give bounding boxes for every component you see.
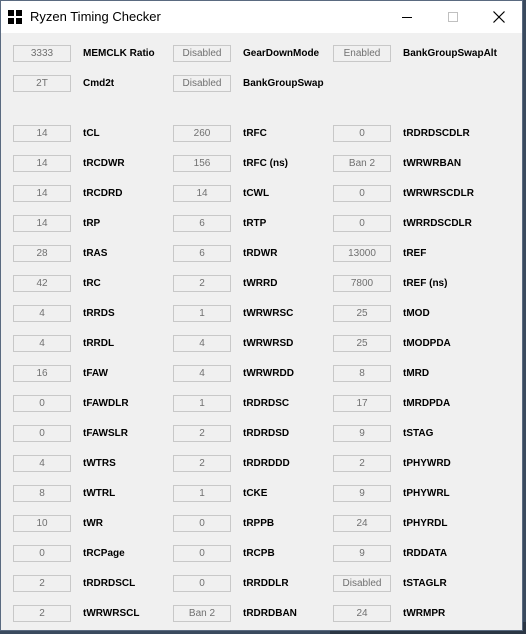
app-grid-icon [8,10,22,24]
trrdl-label: tRRDL [83,338,115,349]
trfc-label: tRFC [243,128,267,139]
twr-label: tWR [83,518,103,529]
twtrl-label: tWTRL [83,488,116,499]
twrmpr-label: tWRMPR [403,608,446,619]
tref-label: tREF [403,248,427,259]
tras-label: tRAS [83,248,108,259]
twrwrdd-value-field[interactable]: 4 [173,365,231,382]
minimize-icon [402,12,412,22]
tfawslr-label: tFAWSLR [83,428,128,439]
trtp-value-field[interactable]: 6 [173,215,231,232]
tfawdlr-label: tFAWDLR [83,398,129,409]
tphyrdl-value-field[interactable]: 24 [333,515,391,532]
tphywrl-label: tPHYWRL [403,488,450,499]
tcwl-value-field[interactable]: 14 [173,185,231,202]
trrddlr-value-field[interactable]: 0 [173,575,231,592]
trcpage-value-field[interactable]: 0 [13,545,71,562]
trppb-label: tRPPB [243,518,275,529]
tmod-value-field[interactable]: 25 [333,305,391,322]
trp-value-field[interactable]: 14 [13,215,71,232]
twrrdscdlr-value-field[interactable]: 0 [333,215,391,232]
trdrdsd-value-field[interactable]: 2 [173,425,231,442]
twrwrsc-label: tWRWRSC [243,308,294,319]
tmodpda-value-field[interactable]: 25 [333,335,391,352]
trtp-label: tRTP [243,218,267,229]
twrwrdd-label: tWRWRDD [243,368,294,379]
tmrd-value-field[interactable]: 8 [333,365,391,382]
trrddlr-label: tRRDDLR [243,578,289,589]
tref-ns-value-field[interactable]: 7800 [333,275,391,292]
tcke-value-field[interactable]: 1 [173,485,231,502]
tref-value-field[interactable]: 13000 [333,245,391,262]
tfawdlr-value-field[interactable]: 0 [13,395,71,412]
minimize-button[interactable] [384,1,430,33]
twrwrsc-value-field[interactable]: 1 [173,305,231,322]
tphywrd-value-field[interactable]: 2 [333,455,391,472]
title-bar[interactable] [1,1,522,33]
bankgroupswapalt-value-field[interactable]: Enabled [333,45,391,62]
trdrdsc-value-field[interactable]: 1 [173,395,231,412]
twtrs-value-field[interactable]: 4 [13,455,71,472]
trc-value-field[interactable]: 42 [13,275,71,292]
memclk-ratio-value-field[interactable]: 3333 [13,45,71,62]
twrrd-label: tWRRD [243,278,278,289]
geardownmode-value-field[interactable]: Disabled [173,45,231,62]
tcl-label: tCL [83,128,100,139]
tras-value-field[interactable]: 28 [13,245,71,262]
trdwr-label: tRDWR [243,248,278,259]
trcdwr-value-field[interactable]: 14 [13,155,71,172]
twr-value-field[interactable]: 10 [13,515,71,532]
tfawslr-value-field[interactable]: 0 [13,425,71,442]
tphywrd-label: tPHYWRD [403,458,451,469]
geardownmode-label: GearDownMode [243,48,320,59]
twrwrban-label: tWRWRBAN [403,158,462,169]
trppb-value-field[interactable]: 0 [173,515,231,532]
trdrdsc-label: tRDRDSC [243,398,290,409]
trp-label: tRP [83,218,101,229]
tstag-value-field[interactable]: 9 [333,425,391,442]
tphywrl-value-field[interactable]: 9 [333,485,391,502]
tphyrdl-label: tPHYRDL [403,518,448,529]
tcl-value-field[interactable]: 14 [13,125,71,142]
trdrddd-value-field[interactable]: 2 [173,455,231,472]
close-icon [493,11,505,23]
bankgroupswap-value-field[interactable]: Disabled [173,75,231,92]
trdrdscdlr-value-field[interactable]: 0 [333,125,391,142]
twrwrsd-label: tWRWRSD [243,338,294,349]
twrmpr-value-field[interactable]: 24 [333,605,391,622]
tmrdpda-value-field[interactable]: 17 [333,395,391,412]
twrwrscl-value-field[interactable]: 2 [13,605,71,622]
trfc-ns-value-field[interactable]: 156 [173,155,231,172]
twtrs-label: tWTRS [83,458,116,469]
trcpb-value-field[interactable]: 0 [173,545,231,562]
window-title: Ryzen Timing Checker [30,9,161,24]
trddata-value-field[interactable]: 9 [333,545,391,562]
twrwrscdlr-label: tWRWRSCDLR [403,188,474,199]
trcdrd-value-field[interactable]: 14 [13,185,71,202]
trc-label: tRC [83,278,101,289]
twrwrban-value-field[interactable]: Ban 2 [333,155,391,172]
trdrdscl-label: tRDRDSCL [83,578,136,589]
bankgroupswap-label: BankGroupSwap [243,78,324,89]
tstaglr-value-field[interactable]: Disabled [333,575,391,592]
trdrdscl-value-field[interactable]: 2 [13,575,71,592]
cmd2t-label: Cmd2t [83,78,115,89]
twrwrscl-label: tWRWRSCL [83,608,140,619]
tcwl-label: tCWL [243,188,270,199]
close-button[interactable] [476,1,522,33]
maximize-icon [448,12,458,22]
trcpage-label: tRCPage [83,548,125,559]
trddata-label: tRDDATA [403,548,448,559]
bankgroupswapalt-label: BankGroupSwapAlt [403,48,497,59]
tcke-label: tCKE [243,488,268,499]
twrwrsd-value-field[interactable]: 4 [173,335,231,352]
cmd2t-value-field[interactable]: 2T [13,75,71,92]
trdrddd-label: tRDRDDD [243,458,290,469]
tmrd-label: tMRD [403,368,430,379]
trdrdban-value-field[interactable]: Ban 2 [173,605,231,622]
trcdwr-label: tRCDWR [83,158,125,169]
tmod-label: tMOD [403,308,430,319]
maximize-button[interactable] [430,1,476,33]
trdrdban-label: tRDRDBAN [243,608,297,619]
trfc-ns-label: tRFC (ns) [243,158,288,169]
trrds-value-field[interactable]: 4 [13,305,71,322]
trrds-label: tRRDS [83,308,115,319]
tfaw-value-field[interactable]: 16 [13,365,71,382]
trcdrd-label: tRCDRD [83,188,123,199]
trdrdsd-label: tRDRDSD [243,428,290,439]
trdwr-value-field[interactable]: 6 [173,245,231,262]
tfaw-label: tFAW [83,368,108,379]
trdrdscdlr-label: tRDRDSCDLR [403,128,470,139]
memclk-ratio-label: MEMCLK Ratio [83,48,155,59]
trrdl-value-field[interactable]: 4 [13,335,71,352]
trcpb-label: tRCPB [243,548,275,559]
twrwrscdlr-value-field[interactable]: 0 [333,185,391,202]
twrrd-value-field[interactable]: 2 [173,275,231,292]
twtrl-value-field[interactable]: 8 [13,485,71,502]
twrrdscdlr-label: tWRRDSCDLR [403,218,472,229]
tstaglr-label: tSTAGLR [403,578,447,589]
tstag-label: tSTAG [403,428,434,439]
trfc-value-field[interactable]: 260 [173,125,231,142]
tref-ns-label: tREF (ns) [403,278,448,289]
tmrdpda-label: tMRDPDA [403,398,451,409]
tmodpda-label: tMODPDA [403,338,451,349]
